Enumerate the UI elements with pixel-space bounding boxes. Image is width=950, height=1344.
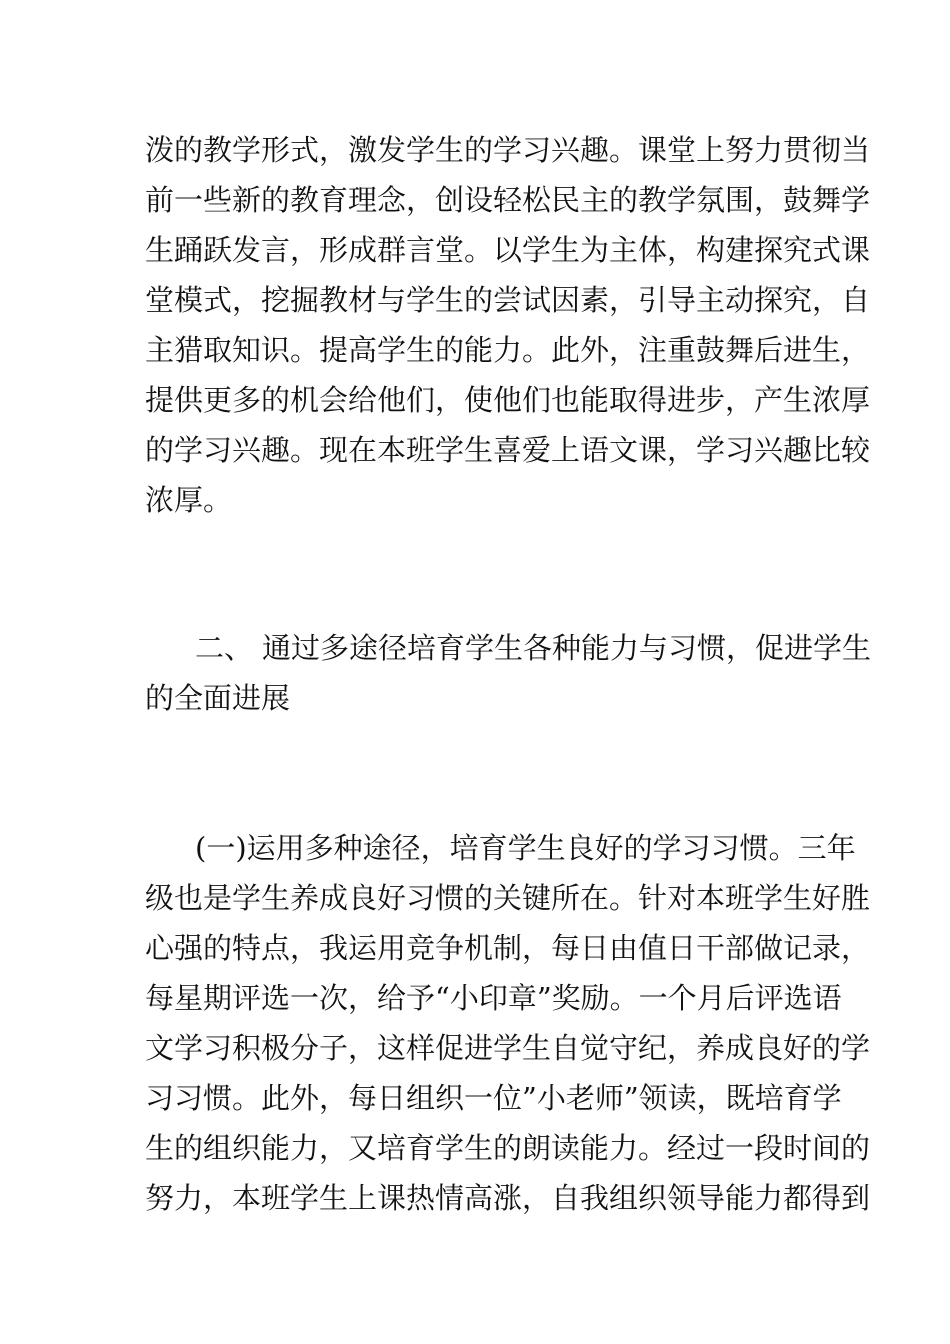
paragraph-line: 泼的教学形式，激发学生的学习兴趣。课堂上努力贯彻当 [145, 133, 871, 167]
paragraph-line: 习习惯。此外，每日组织一位”小老师”领读，既培育学 [145, 1081, 842, 1115]
paragraph-line: 的学习兴趣。现在本班学生喜爱上语文课，学习兴趣比较 [145, 433, 871, 467]
paragraph-line: 生踊跃发言，形成群言堂。以学生为主体，构建探究式课 [145, 233, 871, 267]
section-number: 二、 [195, 631, 254, 665]
paragraph-line: 每星期评选一次，给予“小印章”奖励。一个月后评选语 [145, 981, 842, 1015]
paragraph-line: 心强的特点，我运用竞争机制，每日由值日干部做记录， [145, 931, 871, 965]
paragraph-line: 级也是学生养成良好习惯的关键所在。针对本班学生好胜 [145, 881, 871, 915]
paragraph-line: 文学习积极分子，这样促进学生自觉守纪，养成良好的学 [145, 1031, 871, 1065]
paragraph-line: 努力，本班学生上课热情高涨，自我组织领导能力都得到 [145, 1181, 871, 1215]
paragraph-line: 生的组织能力，又培育学生的朗读能力。经过一段时间的 [145, 1131, 871, 1165]
paragraph-line: (一)运用多种途径，培育学生良好的学习习惯。三年 [195, 831, 856, 865]
section-heading-continued: 的全面进展 [145, 681, 291, 715]
paragraph-line: 前一些新的教育理念，创设轻松民主的教学氛围，鼓舞学 [145, 183, 871, 217]
paragraph-line: 堂模式，挖掘教材与学生的尝试因素，引导主动探究，自 [145, 283, 871, 317]
section-heading: 通过多途径培育学生各种能力与习惯，促进学生 [262, 631, 872, 665]
paragraph-line: 提供更多的机会给他们，使他们也能取得进步，产生浓厚 [145, 383, 871, 417]
paragraph-line: 主猎取知识。提高学生的能力。此外，注重鼓舞后进生， [145, 333, 871, 367]
paragraph-line: 浓厚。 [145, 483, 233, 517]
